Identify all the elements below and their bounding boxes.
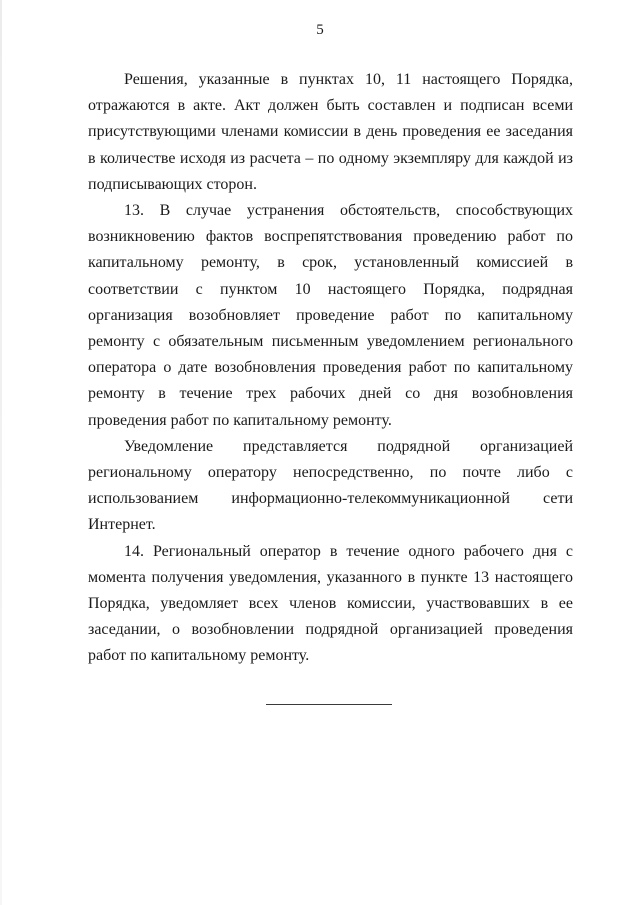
page-number: 5 [316, 22, 324, 38]
paragraph-14: 14. Региональный оператор в течение одного рабочего дня с момента получения уведомления, указанного в пункте 13 настоящего Порядка, уведомляет всех членов комиссии, участвовавших в ее заседании, о возобновлении подрядной организацией проведения работ по капитальному ремонту. [88, 542, 573, 665]
paragraph-notification: Уведомление представляется подрядной организацией региональному оператору непосредственно, по почте либо с использованием информационно-телекоммуникационной сети Интернет. [88, 437, 573, 534]
paragraph-13: 13. В случае устранения обстоятельств, способствующих возникновению фактов воспрепятствования проведению работ по капитальному ремонту, в срок, установленный комиссией в соответствии с пунктом 10 настоящего Порядка, подрядная организация возобновляет проведение работ по капитальному ремонту с обязательным письменным уведомлением регионального оператора о дате возобновления проведения работ по капитальному ремонту в течение трех рабочих дней со дня возобновления проведения работ по капитальному ремонту. [88, 202, 573, 429]
end-separator-line [266, 704, 392, 705]
paragraph-decisions: Решения, указанные в пунктах 10, 11 настоящего Порядка, отражаются в акте. Акт должен быть составлен и подписан всеми присутствующими членами комиссии в день проведения ее заседания в количестве исходя из расчета – по одному экземпляру для каждой из подписывающих сторон. [88, 71, 573, 193]
scan-edge [0, 0, 2, 905]
document-body [88, 67, 573, 670]
